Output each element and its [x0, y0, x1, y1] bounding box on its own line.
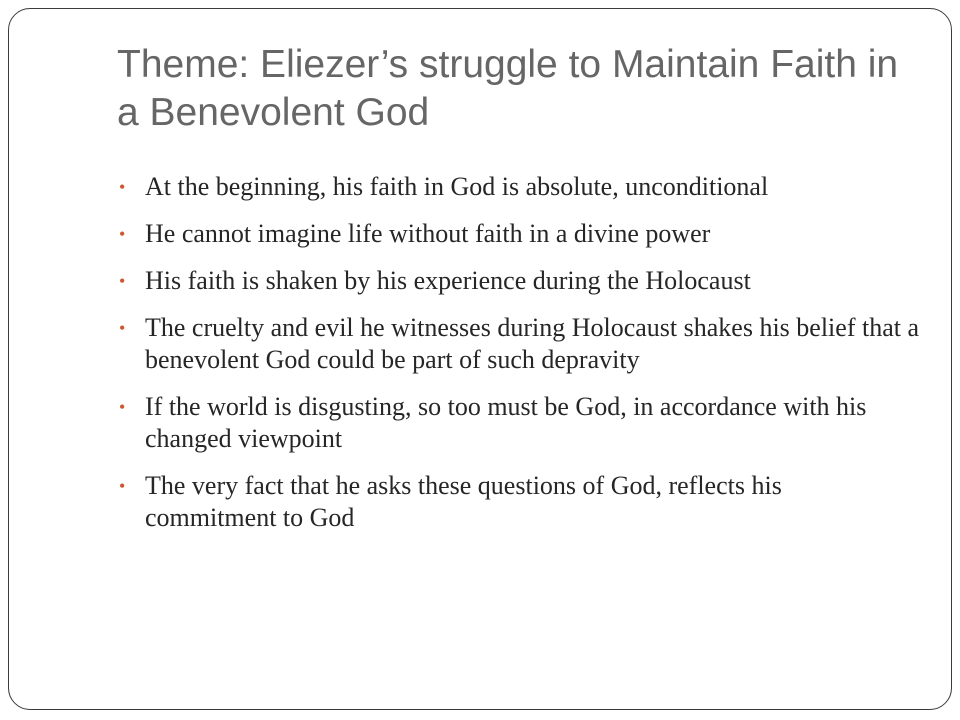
- list-item: [119, 171, 919, 203]
- bullet-text: At the beginning, his faith in God is absolute, unconditional: [145, 172, 769, 201]
- bullet-text: The very fact that he asks these questions of God, reflects his commitment to God: [145, 471, 782, 532]
- bullet-text: If the world is disgusting, so too must be God, in accordance with his changed viewpoint: [145, 392, 867, 453]
- bullet-icon: •: [119, 397, 126, 417]
- list-item: [119, 265, 919, 297]
- slide-title: Theme: Eliezer’s struggle to Maintain Faith in a Benevolent God: [117, 43, 899, 134]
- list-item: [119, 470, 919, 534]
- bullet-icon: •: [119, 177, 126, 197]
- bullet-icon: •: [119, 271, 126, 291]
- bullet-icon: •: [119, 224, 126, 244]
- bullet-text: He cannot imagine life without faith in a divine power: [145, 219, 711, 248]
- list-item: [119, 391, 919, 455]
- slide-frame: [8, 8, 952, 710]
- bullet-icon: •: [119, 476, 126, 496]
- bullet-text: His faith is shaken by his experience during the Holocaust: [145, 266, 751, 295]
- bullet-list: [119, 171, 919, 549]
- list-item: [119, 218, 919, 250]
- bullet-text: The cruelty and evil he witnesses during Holocaust shakes his belief that a benevolent God could be part of such depravity: [145, 313, 920, 374]
- bullet-icon: •: [119, 318, 126, 338]
- list-item: [119, 312, 919, 376]
